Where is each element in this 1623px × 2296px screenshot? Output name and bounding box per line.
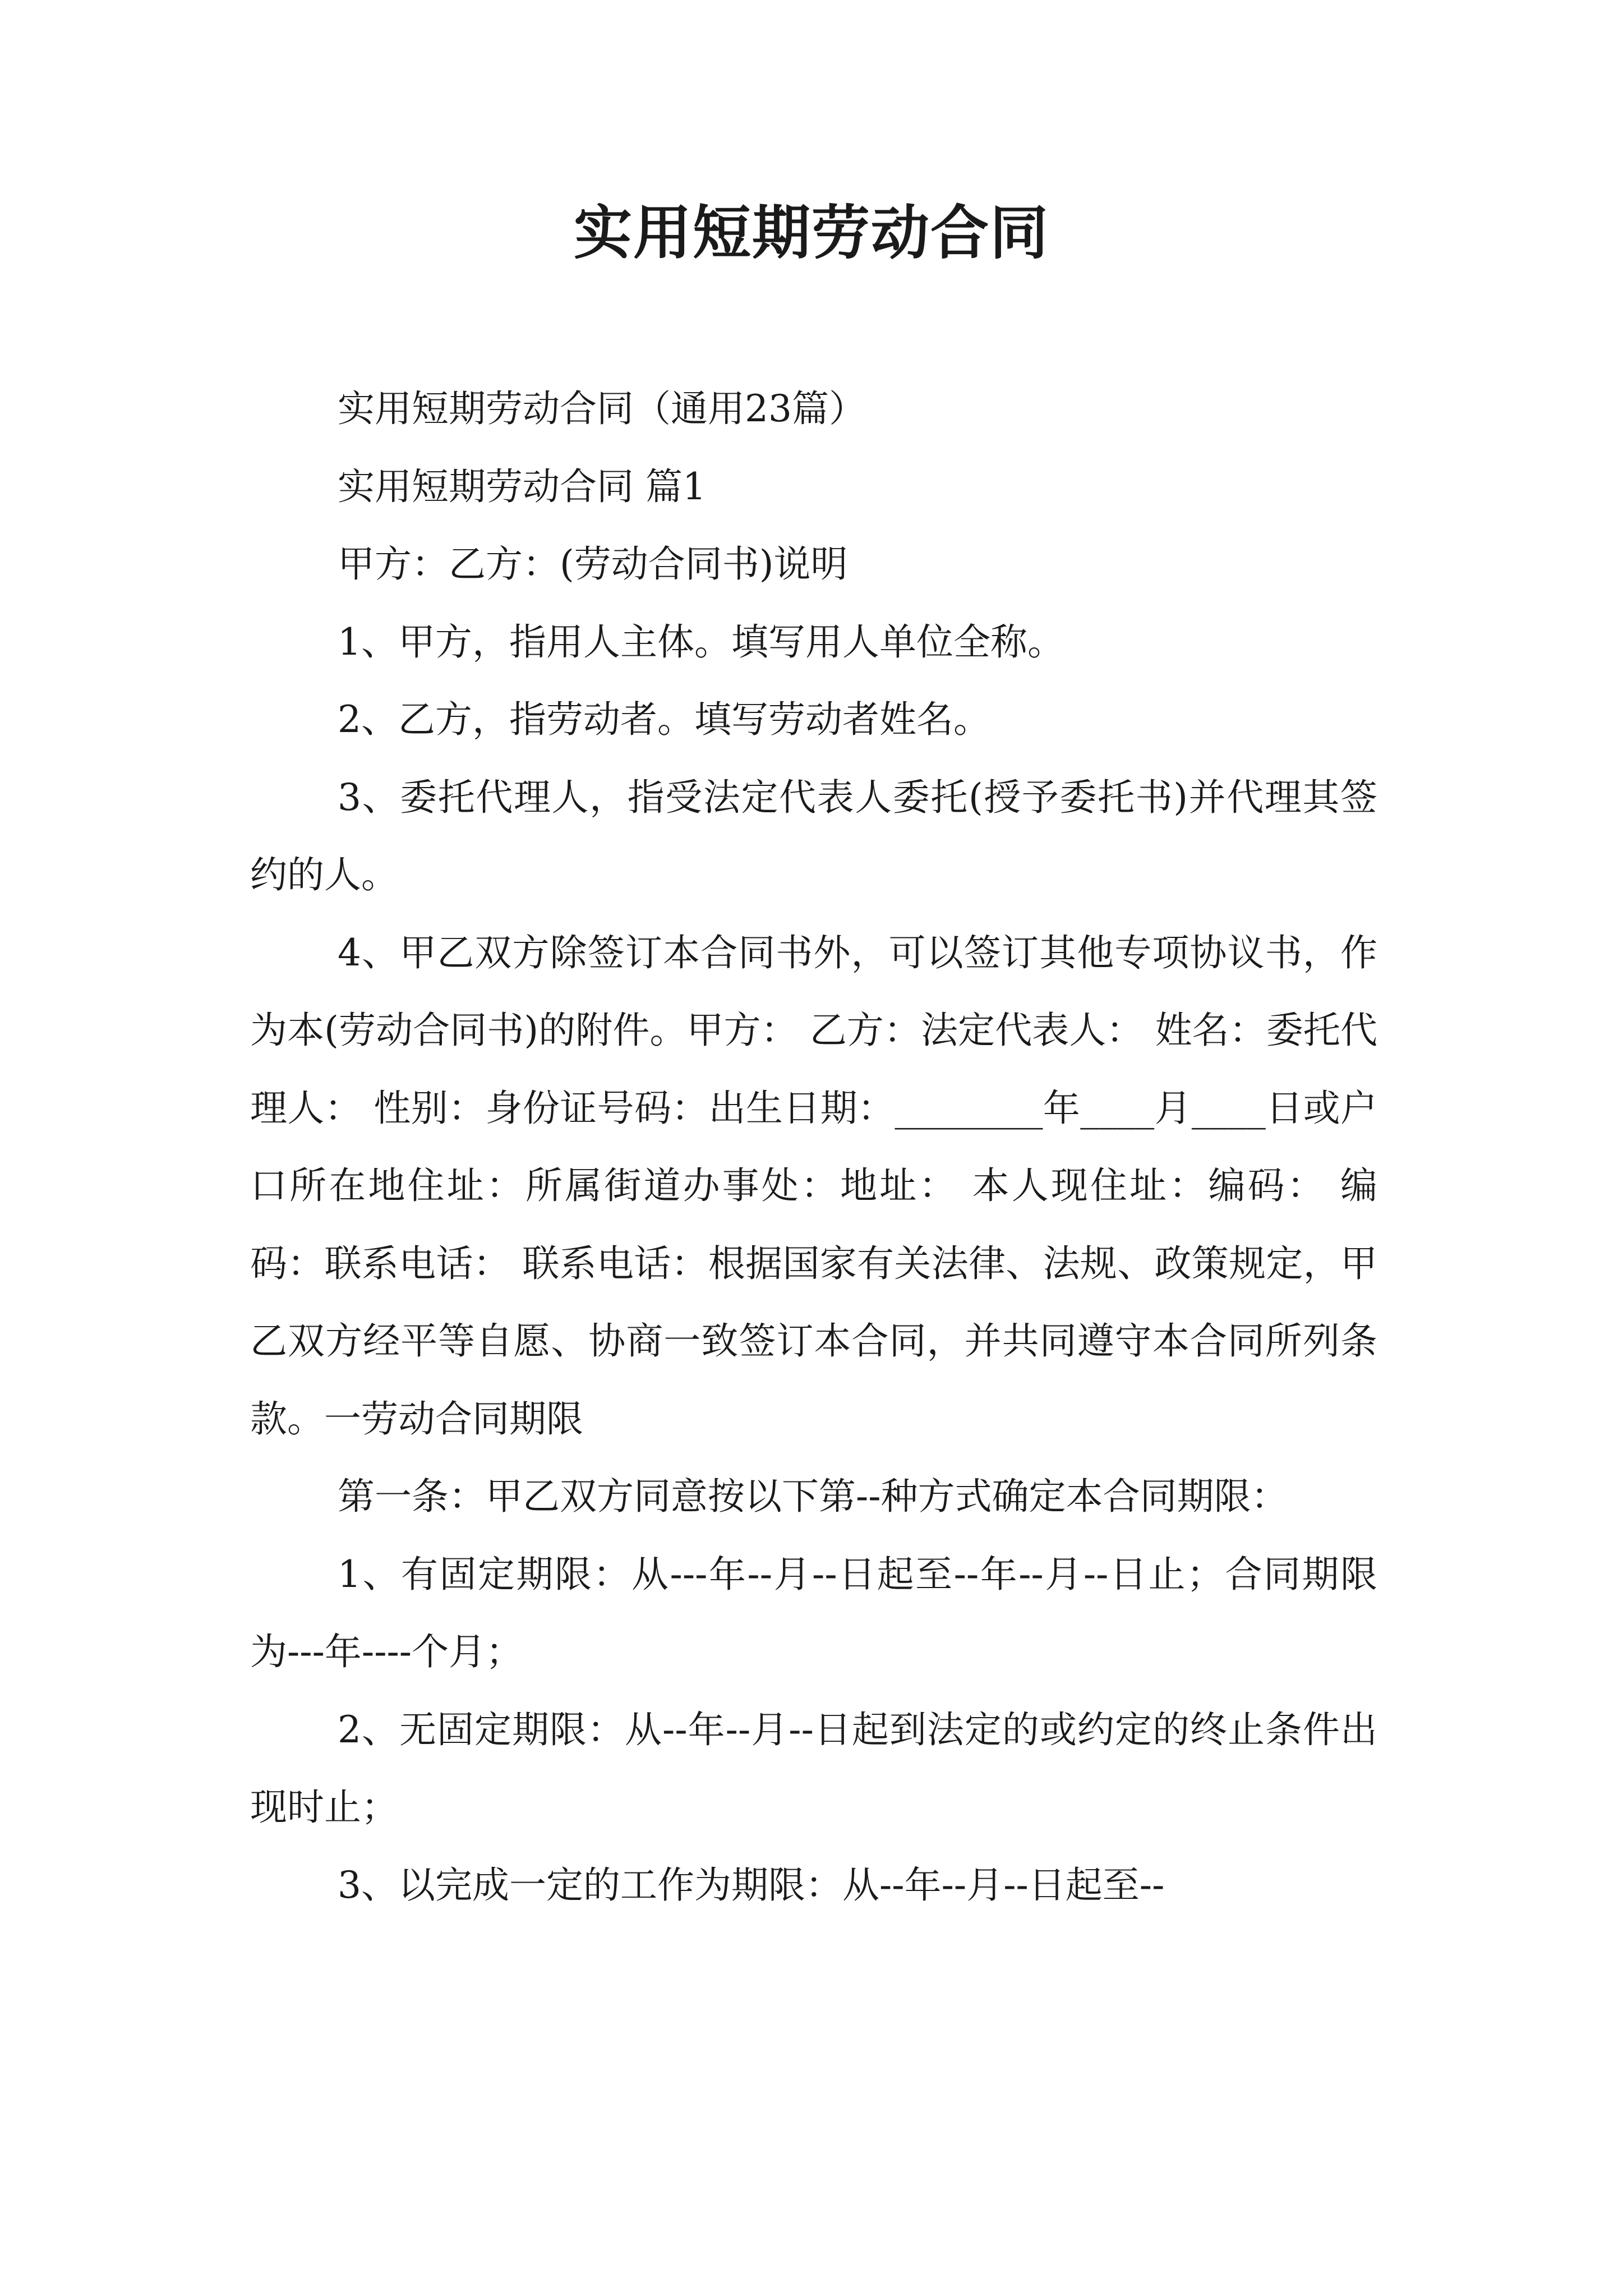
paragraph-item-2: 2、乙方，指劳动者。填写劳动者姓名。 — [338, 698, 990, 741]
paragraph-section-heading: 实用短期劳动合同 篇1 — [338, 464, 706, 508]
paragraph-term-open: 2、无固定期限：从--年--月--日起到法定的或约定的终止条件出现时止； — [250, 1708, 1377, 1829]
paragraph-article-1: 第一条：甲乙双方同意按以下第--种方式确定本合同期限： — [338, 1475, 1288, 1518]
document-title: 实用短期劳动合同 — [573, 198, 1049, 267]
paragraph-item-1: 1、甲方，指用人主体。填写用人单位全称。 — [338, 620, 1064, 664]
paragraph-term-task: 3、以完成一定的工作为期限：从--年--月--日起至-- — [338, 1863, 1165, 1907]
document-body — [250, 370, 1377, 1924]
paragraph-parties-note: 甲方：乙方：(劳动合同书)说明 — [338, 542, 848, 586]
paragraph-item-3: 3、委托代理人，指受法定代表人委托(授予委托书)并代理其签约的人。 — [250, 775, 1377, 896]
paragraph-item-4: 4、甲乙双方除签订本合同书外，可以签订其他专项协议书，作为本(劳动合同书)的附件。甲方： 乙方：法定代表人： 姓名：委托代理人： 性别：身份证号码：出生日期：________年____月____日或户口所在地住址：所属街道办事处：地址： 本人现住址：编码： 编码：联系电话： 联系电话：根据国家有关法律、法规、政策规定，甲乙双方经平等自愿、协商一致签订本合同，并共同遵守本合同所列条款。一劳动合同期限 — [250, 931, 1377, 1441]
paragraph-subtitle: 实用短期劳动合同（通用23篇） — [338, 387, 866, 430]
paragraph-term-fixed: 1、有固定期限：从---年--月--日起至--年--月--日止；合同期限为---年----个月； — [250, 1552, 1377, 1673]
